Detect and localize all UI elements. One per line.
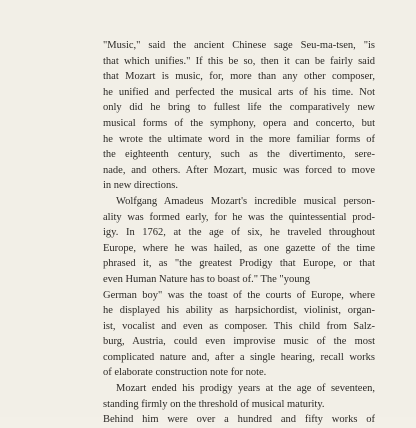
paragraph-3	[103, 381, 375, 428]
text-line: burg, Austria, could even improvise music of the most	[103, 336, 375, 348]
text-line: Behind him were over a hundred and fifty works of	[103, 414, 375, 426]
text-line: standing firmly on the threshold of musical maturity.	[103, 398, 325, 410]
article-text	[103, 38, 375, 428]
text-line: "Music," said the ancient Chinese sage Seu-ma-tsen, "is	[103, 40, 375, 51]
text-line: he unified and perfected the musical arts of his time. Not	[103, 86, 375, 98]
text-line: he displayed his ability as harpsichordist, violinist, organ-	[103, 305, 375, 317]
text-line: in new directions.	[103, 180, 178, 192]
text-line: only did he bring to fullest life the comparatively new	[103, 102, 375, 114]
text-line: nade, and others. After Mozart, music was forced to move	[103, 164, 375, 176]
text-line: Europe, where he was hailed, as one gazette of the time	[103, 242, 375, 254]
paragraph-2	[103, 194, 375, 381]
text-line: the eighteenth century, such as the divertimento, sere-	[103, 149, 375, 161]
paragraph-1	[103, 38, 375, 194]
text-line: ality was formed early, for he was the quintessential prod-	[103, 211, 375, 223]
text-line: complicated nature and, after a single hearing, recall works	[103, 351, 375, 363]
text-line: ist, vocalist and even as composer. This child from Salz-	[103, 320, 375, 332]
text-line: igy. In 1762, at the age of six, he traveled throughout	[103, 227, 375, 239]
text-line: Mozart ended his prodigy years at the age of seventeen,	[116, 383, 375, 395]
text-line: German boy" was the toast of the courts of Europe, where	[103, 289, 375, 301]
text-line: Wolfgang Amadeus Mozart's incredible musical person-	[116, 195, 375, 207]
text-line: that Mozart is music, for, more than any other composer,	[103, 71, 375, 83]
text-line: phrased it, as "the greatest Prodigy that Europe, or that	[103, 258, 375, 270]
text-line: he wrote the ultimate word in the more familiar forms of	[103, 133, 375, 145]
text-line: musical forms of the symphony, opera and concerto, but	[103, 117, 375, 129]
text-line: that which unifies." If this be so, then it can be fairly said	[103, 55, 375, 67]
text-line: even Human Nature has to boast of." The "young	[103, 273, 310, 285]
text-line: of elaborate construction note for note.	[103, 367, 267, 379]
